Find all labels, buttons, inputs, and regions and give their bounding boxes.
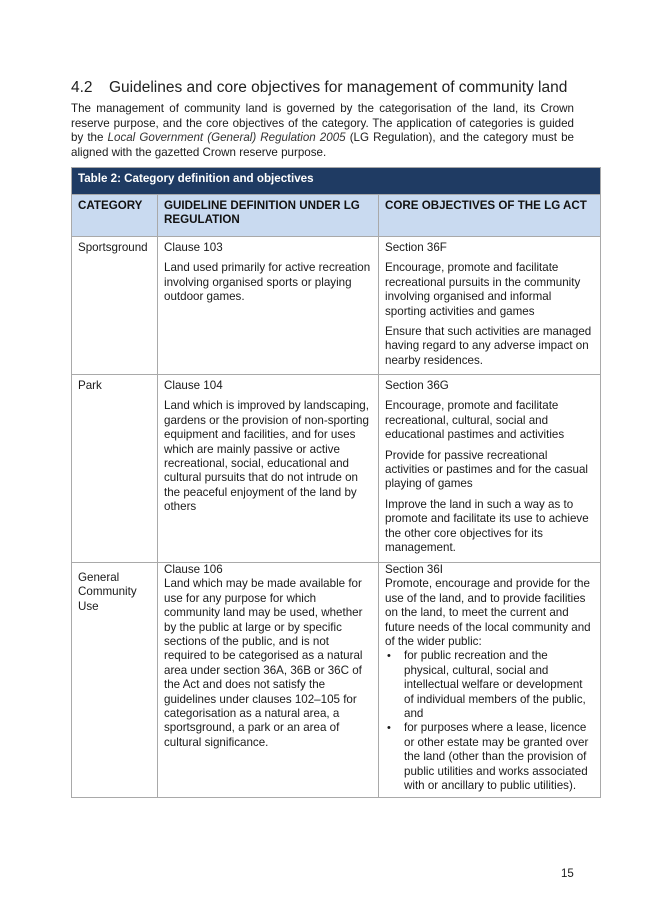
list-item: [385, 721, 594, 793]
objective-text: Encourage, promote and facilitate recreational pursuits in the community involving organised and informal sporting activities and games: [385, 261, 581, 318]
category-name: General Community Use: [78, 571, 137, 613]
list-item: [385, 649, 594, 721]
objective-text: Ensure that such activities are managed having regard to any adverse impact on nearby residences.: [385, 325, 592, 367]
definition-cell: [158, 563, 379, 798]
definition-text: Land which may be made available for use for any purpose for which community land may be used, whether by the public at large or by specific sections of the public, and is not required to be categorised as a natural area under section 36A, 36B or 36C of the Act and does not satisfy the guidelines under clauses 102–105 for categorisation as a natural area, a sportsground, a park or an area of cultural significance.: [164, 577, 363, 749]
category-cell: [72, 375, 158, 563]
definition-cell: [158, 237, 379, 375]
category-cell: [72, 563, 158, 798]
bullet-text: for public recreation and the physical, cultural, social and intellectual welfare or development of individual members of the public, and: [404, 649, 586, 721]
table-row-sportsground: [72, 237, 601, 375]
section-label: Section 36I: [385, 563, 444, 576]
section-title: Guidelines and core objectives for management of community land: [109, 79, 568, 96]
objective-intro-text: Promote, encourage and provide for the use of the land, and to provide facilities on the land, to meet the current and future needs of the local community and of the wider public:: [385, 577, 591, 649]
section-number: 4.2: [71, 79, 93, 96]
definition-text: Land used primarily for active recreation involving organised sports or playing outdoor games.: [164, 261, 371, 304]
table-title: Table 2: Category definition and objectives: [72, 168, 601, 195]
section-label: Section 36F: [385, 241, 447, 254]
table-row-general-community-use: [72, 563, 601, 798]
clause-label: Clause 104: [164, 379, 223, 392]
bullet-icon: •: [387, 650, 391, 663]
table-title-row: [72, 168, 601, 195]
bullet-text: for purposes where a lease, licence or other estate may be granted over the land (other than the provision of public utilities and works associated with or ancillary to public utilities).: [404, 721, 589, 793]
table-row-park: [72, 375, 601, 563]
objective-text: Encourage, promote and facilitate recreational, cultural, social and educational pastimes and activities: [385, 399, 565, 442]
clause-label: Clause 106: [164, 563, 223, 576]
intro-text-part1: The management of community land is governed by the categorisation of the land, its Crown reserve purpose, and the core objectives of the category. The application of categories is guided by the: [71, 102, 574, 145]
objective-text: Improve the land in such a way as to promote and facilitate its use to achieve the other core objectives for its management.: [385, 497, 589, 555]
clause-label: Clause 103: [164, 241, 223, 254]
definition-text: Land which is improved by landscaping, gardens or the provision of non-sporting equipment and facilities, and for uses which are mainly passive or active recreational, social, educational and cultural pursuits that do not intrude on the peaceful enjoyment of the land by others: [164, 399, 369, 514]
intro-text-part2: (LG Regulation), and the category must be aligned with the gazetted Crown reserve purpose.: [71, 131, 575, 159]
header-core-objectives: CORE OBJECTIVES OF THE LG ACT: [379, 195, 601, 237]
category-cell: [72, 237, 158, 375]
category-name: Sportsground: [78, 241, 148, 254]
section-heading: [71, 79, 591, 97]
table-header-row: [72, 195, 601, 237]
objective-bullet-list: [385, 649, 594, 793]
header-guideline-definition: GUIDELINE DEFINITION UNDER LG REGULATION: [158, 195, 379, 237]
header-category: CATEGORY: [72, 195, 158, 237]
bullet-icon: •: [387, 722, 391, 735]
section-label: Section 36G: [385, 379, 449, 392]
objective-text: Provide for passive recreational activities or pastimes and for the casual playing of games: [385, 448, 588, 491]
intro-paragraph: [71, 102, 574, 160]
definition-cell: [158, 375, 379, 563]
objectives-cell: [379, 563, 601, 798]
intro-regulation-title: Local Government (General) Regulation 2005: [107, 131, 346, 145]
category-name: Park: [78, 379, 102, 392]
objectives-cell: [379, 237, 601, 375]
objectives-cell: [379, 375, 601, 563]
page-number: 15: [561, 868, 574, 880]
category-table: [71, 167, 601, 798]
